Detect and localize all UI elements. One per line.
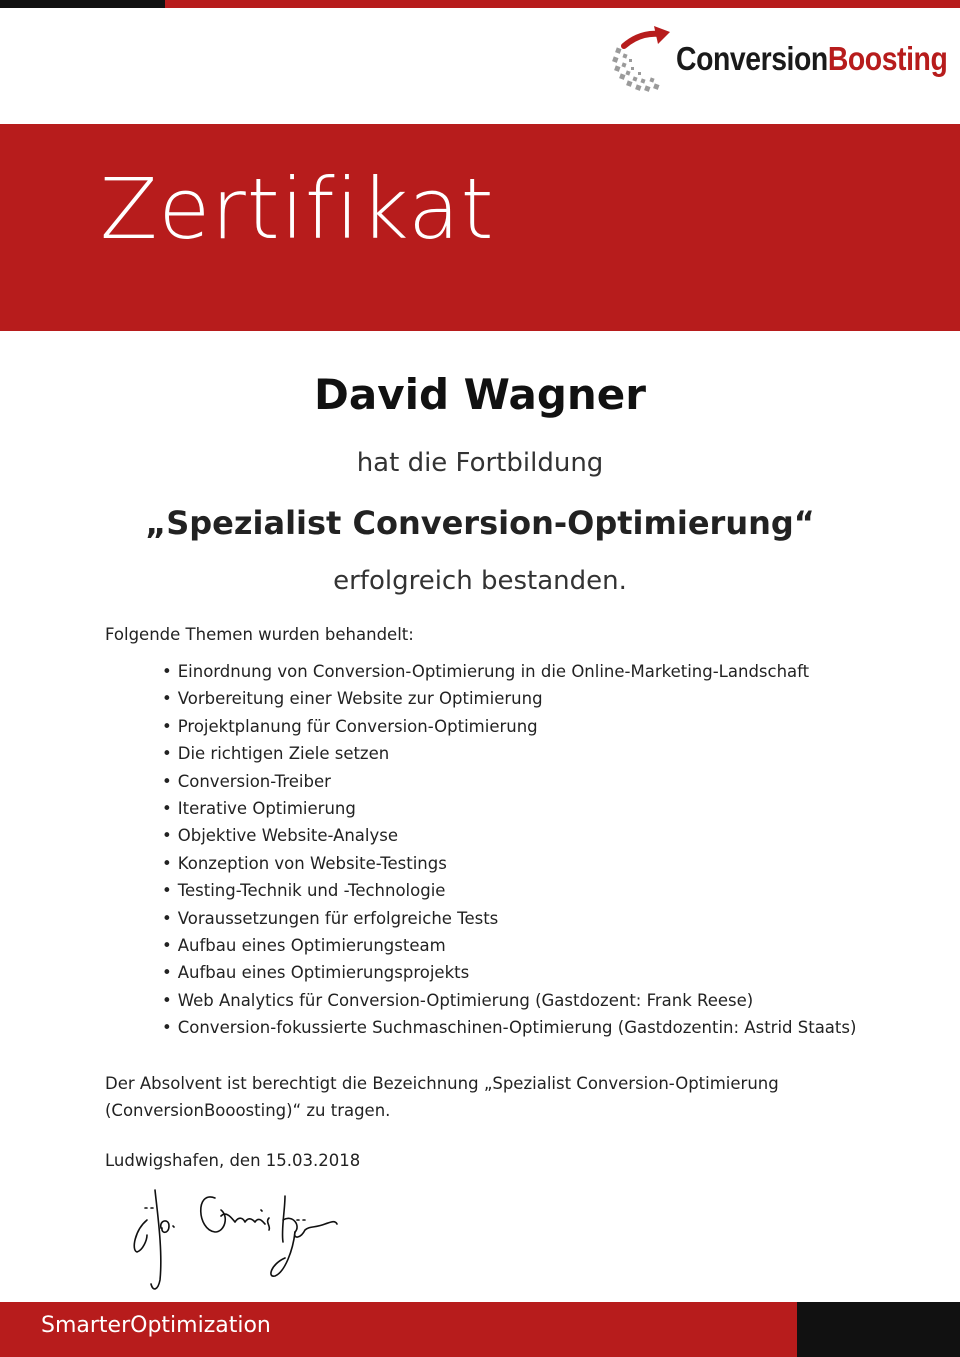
topic-item: • Einordnung von Conversion-Optimierung in die Online-Marketing-Landschaft (162, 658, 856, 685)
topic-item: • Web Analytics für Conversion-Optimierung (Gastdozent: Frank Reese) (162, 987, 856, 1014)
certificate-title: Zertifikat (100, 160, 495, 258)
place-and-date: Ludwigshafen, den 15.03.2018 (105, 1151, 361, 1170)
top-bar-dark-segment (0, 0, 165, 8)
course-title: „Spezialist Conversion-Optimierung“ (145, 504, 815, 542)
topic-item: • Aufbau eines Optimierungsprojekts (162, 959, 856, 986)
logo-word-boosting: Boosting (827, 40, 948, 77)
logo-wordmark (676, 40, 947, 78)
topic-item: • Voraussetzungen für erfolgreiche Tests (162, 905, 856, 932)
topic-item: • Vorbereitung einer Website zur Optimierung (162, 685, 856, 712)
completion-line-1: hat die Fortbildung (356, 448, 604, 478)
title-banner (0, 124, 960, 331)
entitlement-text: Der Absolvent ist berechtigt die Bezeichnung „Spezialist Conversion-Optimierung (ConversionBooosting)“ zu tragen. (105, 1074, 779, 1120)
logo-word-conversion: Conversion (676, 40, 828, 77)
topic-item: • Aufbau eines Optimierungsteam (162, 932, 856, 959)
topic-item: • Objektive Website-Analyse (162, 822, 856, 849)
recipient-name: David Wagner (313, 370, 646, 419)
logo-mark-icon (610, 26, 676, 96)
footer-slogan: SmarterOptimization (41, 1313, 271, 1338)
top-bar-red-segment (165, 0, 960, 8)
topics-intro: Folgende Themen wurden behandelt: (105, 625, 414, 644)
topic-item: • Conversion-Treiber (162, 768, 856, 795)
conversionboosting-logo (610, 26, 948, 96)
topic-item: • Iterative Optimierung (162, 795, 856, 822)
topic-item: • Die richtigen Ziele setzen (162, 740, 856, 767)
topics-list (162, 658, 856, 1041)
topic-item: • Conversion-fokussierte Suchmaschinen-Optimierung (Gastdozentin: Astrid Staats) (162, 1014, 856, 1041)
topic-item: • Konzeption von Website-Testings (162, 850, 856, 877)
topic-item: • Testing-Technik und -Technologie (162, 877, 856, 904)
topic-item: • Projektplanung für Conversion-Optimierung (162, 713, 856, 740)
handwritten-signature (125, 1180, 345, 1299)
footer-dark-bar (797, 1302, 960, 1357)
completion-line-2: erfolgreich bestanden. (333, 566, 627, 596)
